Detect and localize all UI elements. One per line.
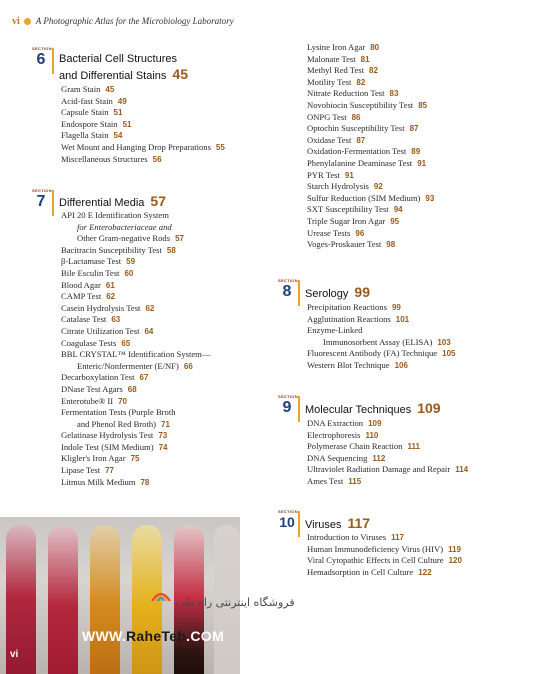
section-page: 57 — [150, 193, 166, 209]
toc-entry[interactable]: Gelatinase Hydrolysis Test 73 — [61, 430, 168, 441]
toc-entry[interactable]: Enzyme-Linked — [307, 325, 363, 336]
section-number: 10 — [279, 514, 295, 530]
toc-entry[interactable]: Triple Sugar Iron Agar 95 — [307, 215, 400, 226]
toc-entry[interactable]: Electrophoresis 110 — [307, 429, 379, 440]
toc-entry[interactable]: Capsule Stain 51 — [61, 107, 123, 118]
section-accent-bar — [52, 190, 54, 216]
section-title-line: Bacterial Cell Structures — [59, 53, 177, 65]
toc-entry[interactable]: BBL CRYSTAL™ Identification System— — [61, 349, 211, 360]
toc-entry[interactable]: Bacitracin Susceptibility Test 58 — [61, 244, 176, 255]
toc-entry[interactable]: Fermentation Tests (Purple Broth — [61, 407, 176, 418]
toc-entry[interactable]: Viral Cytopathic Effects in Cell Culture 120 — [307, 555, 462, 566]
toc-entry[interactable]: Urease Tests 96 — [307, 227, 365, 238]
toc-entry[interactable]: Precipitation Reactions 99 — [307, 302, 401, 312]
section-title-line: Differential Media — [59, 197, 145, 209]
toc-entry[interactable]: for Enterobacteriaceae and — [77, 221, 172, 232]
toc-entry[interactable]: Immunosorbent Assay (ELISA) 103 — [323, 336, 451, 347]
section-label: SECTION — [32, 188, 52, 193]
section-number: 8 — [282, 283, 292, 300]
toc-entry[interactable]: Human Immunodeficiency Virus (HIV) 119 — [307, 543, 461, 554]
toc-entry[interactable]: Oxidase Test 87 — [307, 134, 366, 145]
toc-entry[interactable]: Acid-fast Stain 49 — [61, 95, 127, 106]
section-7-entries-col1 — [61, 210, 210, 488]
toc-entry[interactable]: Methyl Red Test 82 — [307, 65, 378, 76]
running-header — [12, 13, 234, 29]
store-logo-icon — [150, 585, 172, 603]
toc-entry[interactable]: PYR Test 91 — [307, 169, 354, 180]
section-8-entries — [307, 302, 455, 372]
section-number: 9 — [282, 399, 292, 416]
section-label: SECTION — [278, 278, 298, 283]
toc-entry[interactable]: Citrate Utilization Test 64 — [61, 325, 154, 336]
section-title-line: Serology — [305, 288, 349, 300]
toc-entry[interactable]: Other Gram-negative Rods 57 — [77, 233, 184, 244]
toc-entry[interactable]: Ames Test 115 — [307, 475, 362, 486]
toc-entry[interactable]: Gram Stain 45 — [61, 84, 115, 94]
section-label: SECTION — [32, 46, 52, 51]
photo-page-number: vi — [10, 649, 19, 660]
toc-entry[interactable]: Flagella Stain 54 — [61, 130, 123, 141]
toc-entry[interactable]: Catalase Test 63 — [61, 314, 121, 325]
toc-entry[interactable]: Starch Hydrolysis 92 — [307, 181, 383, 192]
section-title — [305, 516, 370, 533]
toc-entry[interactable]: Fluorescent Antibody (FA) Technique 105 — [307, 348, 456, 359]
header-book-title: A Photographic Atlas for the Microbiology Laboratory — [35, 16, 234, 26]
tube-image — [90, 525, 120, 674]
section-title — [305, 401, 441, 418]
section-accent-bar — [298, 280, 300, 306]
toc-entry[interactable]: Bile Esculin Test 60 — [61, 267, 134, 278]
toc-entry[interactable]: Endospore Stain 51 — [61, 118, 132, 129]
section-accent-bar — [52, 48, 54, 74]
toc-entry[interactable]: SXT Susceptibility Test 94 — [307, 204, 403, 215]
toc-entry[interactable]: Polymerase Chain Reaction 111 — [307, 441, 420, 452]
section-number: 7 — [36, 193, 46, 210]
toc-entry[interactable]: ONPG Test 86 — [307, 111, 361, 122]
section-accent-bar — [298, 511, 300, 537]
section-label: SECTION — [278, 394, 298, 399]
toc-entry[interactable]: Voges-Proskauer Test 98 — [307, 239, 396, 250]
toc-entry[interactable]: Introduction to Viruses 117 — [307, 532, 404, 542]
toc-entry[interactable]: Coagulase Tests 65 — [61, 337, 131, 348]
toc-entry[interactable]: Hemadsorption in Cell Culture 122 — [307, 566, 432, 577]
section-title — [305, 285, 370, 302]
section-page: 109 — [417, 400, 441, 416]
section-title-line: and Differential Stains — [59, 70, 167, 82]
toc-entry[interactable]: DNase Test Agars 68 — [61, 383, 137, 394]
toc-entry[interactable]: Optochin Susceptibility Test 87 — [307, 123, 419, 134]
section-title-line: Molecular Techniques — [305, 404, 412, 416]
section-accent-bar — [298, 396, 300, 422]
toc-entry[interactable]: Nitrate Reduction Test 83 — [307, 88, 399, 99]
section-page: 99 — [354, 284, 370, 300]
toc-entry[interactable]: Wet Mount and Hanging Drop Preparations 55 — [61, 141, 225, 152]
watermark-url: WWW.RaheTeb.COM — [82, 628, 224, 644]
section-title-line: Viruses — [305, 519, 342, 531]
toc-entry[interactable]: Decarboxylation Test 67 — [61, 372, 149, 383]
toc-entry[interactable]: Lipase Test 77 — [61, 465, 115, 476]
section-label: SECTION — [278, 509, 298, 514]
toc-entry[interactable]: Oxidation-Fermentation Test 89 — [307, 146, 421, 157]
section-7-entries-col2 — [307, 42, 434, 251]
toc-entry[interactable]: Phenylalanine Deaminase Test 91 — [307, 157, 427, 168]
toc-entry[interactable]: DNA Sequencing 112 — [307, 452, 386, 463]
section-10-entries — [307, 532, 462, 578]
section-page: 45 — [172, 66, 188, 82]
tube-image — [48, 525, 78, 674]
toc-entry[interactable]: Casein Hydrolysis Test 62 — [61, 302, 155, 313]
toc-entry[interactable]: β-Lactamase Test 59 — [61, 256, 136, 267]
toc-entry[interactable]: Malonate Test 81 — [307, 53, 370, 64]
toc-entry[interactable]: Enteric/Nonfermenter (E/NF) 66 — [77, 360, 193, 371]
toc-entry[interactable]: Lysine Iron Agar 80 — [307, 42, 380, 52]
section-6-entries — [61, 84, 225, 165]
toc-entry[interactable]: Agglutination Reactions 101 — [307, 313, 410, 324]
section-page: 117 — [347, 515, 371, 531]
toc-entry[interactable]: Enterotube® II 70 — [61, 395, 128, 406]
watermark-store-name: فروشگاه اینترنتی راه طب — [175, 596, 295, 609]
toc-entry[interactable]: and Phenol Red Broth) 71 — [77, 418, 170, 429]
toc-entry[interactable]: API 20 E Identification System — [61, 210, 169, 220]
section-number: 6 — [36, 51, 46, 68]
section-title — [59, 194, 166, 211]
toc-entry[interactable]: Western Blot Technique 106 — [307, 359, 408, 370]
toc-entry[interactable]: Blood Agar 61 — [61, 279, 115, 290]
toc-entry[interactable]: Sulfur Reduction (SIM Medium) 93 — [307, 192, 435, 203]
toc-entry[interactable]: Indole Test (SIM Medium) 74 — [61, 441, 168, 452]
toc-entry[interactable]: Kligler's Iron Agar 75 — [61, 453, 140, 464]
toc-entry[interactable]: Miscellaneous Structures 56 — [61, 153, 162, 164]
toc-entry[interactable]: Novobiocin Susceptibility Test 85 — [307, 99, 428, 110]
toc-entry[interactable]: Litmus Milk Medium 78 — [61, 476, 150, 487]
toc-entry[interactable]: Motility Test 82 — [307, 76, 366, 87]
bullet-icon — [24, 18, 31, 25]
toc-entry[interactable]: CAMP Test 62 — [61, 291, 116, 302]
section-title — [59, 52, 188, 84]
toc-entry[interactable]: DNA Extraction 109 — [307, 418, 382, 428]
section-9-entries — [307, 418, 468, 488]
header-page-number: vi — [12, 15, 20, 27]
toc-entry[interactable]: Ultraviolet Radiation Damage and Repair 114 — [307, 464, 469, 475]
